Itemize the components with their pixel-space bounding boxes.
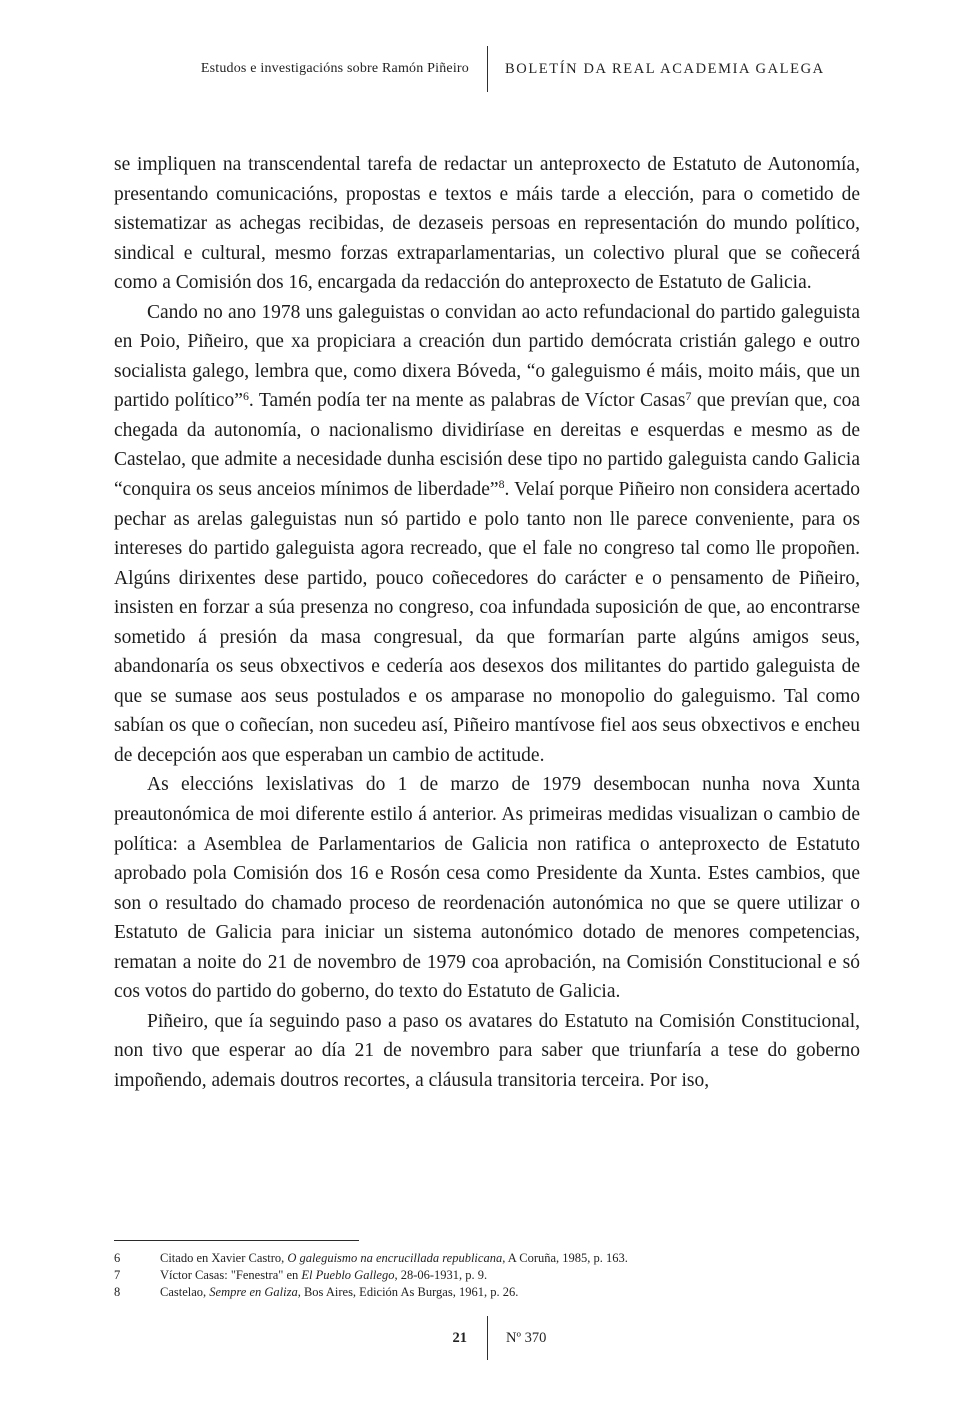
italic-title: El Pueblo Gallego (301, 1268, 395, 1282)
header-section-title: Estudos e investigacións sobre Ramón Piñeiro (200, 61, 469, 76)
footnote (114, 1284, 860, 1301)
paragraph: Cando no ano 1978 uns galeguistas o convidan ao acto refundacional do partido galeguista en Poio, Piñeiro, que xa propiciara a creación dun partido demócrata cristián galego e outro socialista galego, lembra que, como dixera Bóveda, “o galeguismo é máis, moito máis, que un partido político”$^6$. Tamén podía ter na mente as palabras de Víctor Casas$^7$ que prevían que, coa chegada da autonomía, o nacionalismo dividiríase en dereitas e esquerdas e mesmo as de Castelao, que admite a necesidade dunha escisión dese tipo no partido galeguista cando Galicia “conquira os seus anceios mínimos de liberdade”$^8$. Velaí porque Piñeiro non considera acertado pechar as arelas galeguistas nun só partido e polo tanto non lle parece conveniente, para os intereses do partido galeguista agora recreado, que el fale no congreso tal como lle propoñen. Algúns dirixentes dese partido, pouco coñecedores do carácter e o pensamento de Piñeiro, insisten en forzar a súa presenza no congreso, coa infundada suposición de que, ao encontrarse sometido á presión da masa congresual, da que formarían parte algúns amigos seus, abandonaría os seus obxectivos e cedería aos desexos dos militantes do partido galeguista de que se sumase aos seus postulados e os amparase no monopolio do galeguismo. Tal como sabían os que o coñecían, non sucedeu así, Piñeiro mantívose fiel aos seus obxectivos e encheu de decepción aos que esperaban un cambio de actitude. (114, 301, 861, 766)
footnote-text: Citado en Xavier Castro, O galeguismo na encrucillada republicana, A Coruña, 1985, p. 163. (160, 1251, 628, 1265)
footnote-separator-rule (114, 1240, 359, 1241)
page-footer (0, 1316, 975, 1360)
footnote-number: 6 (114, 1251, 121, 1265)
issue-number: Nº 370 (506, 1329, 547, 1346)
footnote-text: Víctor Casas: "Fenestra" en El Pueblo Gallego, 28-06-1931, p. 9. (160, 1268, 488, 1282)
footnotes-list (114, 1250, 860, 1301)
footnotes-section (114, 1240, 860, 1301)
footnote-number: 7 (114, 1268, 121, 1282)
paragraph: Piñeiro, que ía seguindo paso a paso os avatares do Estatuto na Comisión Constitucional, non tivo que esperar ao día 21 de novembro para saber que triunfaría a tese do goberno impoñendo, ademais doutros recortes, a cláusula transitoria terceira. Por iso, (114, 1010, 860, 1091)
italic-title: O galeguismo na encrucillada republicana (287, 1251, 503, 1265)
footnote (114, 1250, 860, 1267)
footnote-ref: 6 (242, 388, 249, 403)
footnote-ref: 8 (498, 477, 505, 492)
header-journal-title: BOLETÍN DA REAL ACADEMIA GALEGA (505, 60, 825, 77)
body-text (114, 150, 860, 1096)
page-header (0, 46, 975, 92)
footnote-ref: 7 (685, 388, 692, 403)
page-number: 21 (452, 1329, 467, 1346)
footnote (114, 1267, 860, 1284)
footnote-number: 8 (114, 1285, 121, 1299)
paragraph: se impliquen na transcendental tarefa de redactar un anteproxecto de Estatuto de Autonomía, presentando comunicacións, propostas e textos e máis tarde a elección, para o cometido de sistematizar as achegas recibidas, de dezaseis persoas en representación do mundo político, sindical e cultural, mesmo forzas extraparlamentarias, un colectivo plural que se coñecerá como a Comisión dos 16, encargada da redacción do anteproxecto de Estatuto de Galicia. (114, 154, 860, 294)
italic-title: Sempre en Galiza (209, 1285, 298, 1299)
paragraph: As eleccións lexislativas do 1 de marzo de 1979 desembocan nunha nova Xunta preautonómica de moi diferente estilo á anterior. As primeiras medidas visualizan o cambio de política: a Asemblea de Parlamentarios de Galicia non ratifica o anteproxecto de Estatuto aprobado pola Comisión dos 16 e Rosón cesa como Presidente da Xunta. Estes cambios, que son o resultado do chamado proceso de reordenación autonómica no que se quere utilizar o Estatuto de Galicia para iniciar un sistema autonómico dotado de menores competencias, rematan a noite do 21 de novembro de 1979 coa aprobación, na Comisión Constitucional e só cos votos do partido do goberno, do texto do Estatuto de Galicia. (114, 774, 860, 1003)
footnote-text: Castelao, Sempre en Galiza, Bos Aires, Edición As Burgas, 1961, p. 26. (160, 1285, 519, 1299)
